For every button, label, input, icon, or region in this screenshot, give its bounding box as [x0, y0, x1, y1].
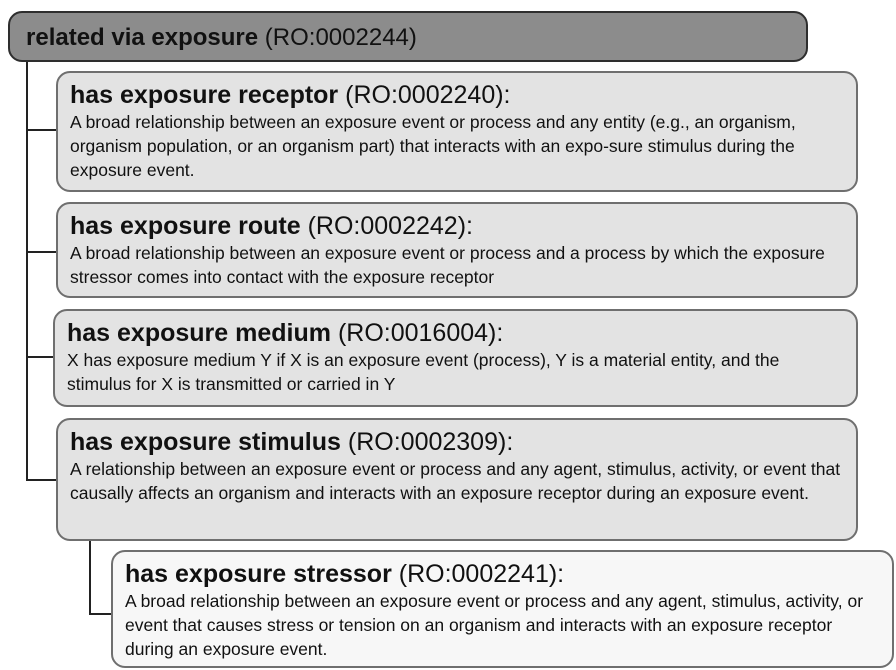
relation-id: (RO:0016004): [337, 319, 504, 347]
root-id: (RO:0002244) [264, 24, 417, 51]
relation-term: has exposure receptor [70, 81, 339, 109]
branch-line-route [26, 251, 56, 253]
sub-trunk-line [89, 541, 91, 615]
node-has-exposure-stimulus [56, 418, 858, 541]
node-has-exposure-medium [53, 309, 858, 407]
relation-description: A broad relationship between an exposure event or process and any entity (e.g., an organism, organism population, or an organism part) that interacts with an expo-sure stimulus during the exposure event. [70, 112, 796, 180]
relation-id: (RO:0002240): [345, 81, 511, 109]
node-has-exposure-route [56, 202, 858, 298]
relation-description: A broad relationship between an exposure event or process and any agent, stimulus, activity, or event that causes stress or tension on an organism and interacts with an exposure receptor during an exposure event. [125, 591, 864, 659]
root-term: related via exposure [26, 24, 259, 51]
branch-line-medium [26, 356, 53, 358]
relation-id: (RO:0002241): [398, 560, 565, 588]
root-node [8, 11, 808, 62]
relation-description: A relationship between an exposure event or process and any agent, stimulus, activity, or event that causally affects an organism and interacts with an exposure receptor during an exposure event. [70, 459, 841, 503]
branch-line-stressor [89, 613, 111, 615]
relation-term: has exposure medium [67, 319, 331, 347]
relation-description: X has exposure medium Y if X is an exposure event (process), Y is a material entity, and the stimulus for X is transmitted or carried in Y [67, 350, 780, 394]
node-has-exposure-stressor [111, 550, 894, 668]
node-has-exposure-receptor [56, 71, 858, 192]
tree-trunk-line [26, 62, 28, 481]
relation-term: has exposure stressor [125, 560, 392, 588]
relation-term: has exposure stimulus [70, 428, 341, 456]
relation-id: (RO:0002242): [307, 212, 473, 240]
branch-line-stimulus [26, 479, 56, 481]
relation-id: (RO:0002309): [347, 428, 514, 456]
branch-line-receptor [26, 129, 56, 131]
relation-description: A broad relationship between an exposure event or process and a process by which the exposure stressor comes into contact with the exposure receptor [70, 243, 825, 287]
relation-term: has exposure route [70, 212, 301, 240]
